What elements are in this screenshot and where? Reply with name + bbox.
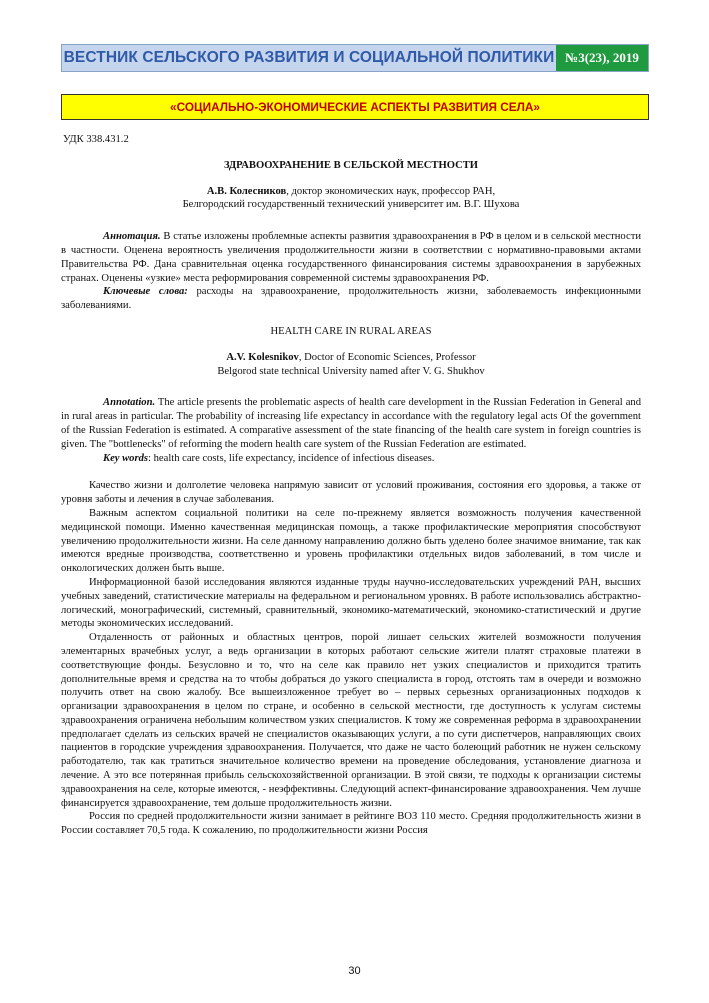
annotation-label-en: Annotation. [103,397,156,409]
article-title-en: HEALTH CARE IN RURAL AREAS [270,325,432,337]
author-line-ru [61,185,641,199]
author-name-en: A.V. Kolesnikov [226,351,299,363]
udc-code: УДК 338.431.2 [63,134,129,145]
section-banner: «СОЦИАЛЬНО-ЭКОНОМИЧЕСКИЕ АСПЕКТЫ РАЗВИТИЯ СЕЛА» [61,94,649,120]
page-number: 30 [348,965,361,977]
author-name-ru: А.В. Колесников [206,185,287,197]
keywords-label-en: Key words [103,452,149,464]
journal-title: ВЕСТНИК СЕЛЬСКОГО РАЗВИТИЯ И СОЦИАЛЬНОЙ ПОЛИТИКИ [62,45,556,71]
abstract-en [61,396,641,465]
body-paragraph: Качество жизни и долголетие человека напрямую зависит от условий проживания, состояния его здоровья, а также от уровня заботы и лечения в случае заболевания. [61,480,641,506]
article-content [61,133,641,838]
affiliation-ru: Белгородский государственный технический университет им. В.Г. Шухова [182,199,520,211]
keywords-text-en: : health care costs, life expectancy, incidence of infectious diseases. [148,452,435,464]
author-credentials-ru: , доктор экономических наук, профессор РАН, [286,185,496,197]
annotation-label-ru: Аннотация. [103,231,161,243]
annotation-text-en: The article presents the problematic aspects of health care development in the Russian Federation in General and in rural areas in particular. The probability of increasing life expectancy in accordance with the regulatory legal acts Of the government of the Russian Federation is estimated. A comparative assessment of the state financing of the health care system in foreign countries is given. The "bottlenecks" of reforming the modern health care system of the Russian Federation are estimated. [61,397,641,450]
author-block-en [61,351,641,379]
abstract-ru [61,230,641,313]
article-title-ru: ЗДРАВООХРАНЕНИЕ В СЕЛЬСКОЙ МЕСТНОСТИ [223,159,479,171]
body-paragraph: Отдаленность от районных и областных центров, порой лишает сельских жителей возможности получения элементарных врачебных услуг, а ведь организации в которых работают сельские жители платят страховые платежи в соответствующие фонды. Безусловно и то, что на селе как правило нет узких специалистов и приходится тратить дополнительные время и средства на то чтобы добраться до узкого специалиста в город, отстоять там в очереди и возможно получить ответ на свою жалобу. Все вышеизложенное требует во – первых серьезных организационных подходов к организации здравоохранения в целом по стране, и особенно в сельской местности, где доступность к услугам системы здравоохранения ограничена небольшим количеством узких специалистов. К тому же современная реформа в здравоохранении предполагает сделать из сельских врачей не специалистов оказывающих услуги, а по сути диспетчеров, направляющих своих пациентов в городские учреждения здравоохранения. Получается, что даже не часто болеющий работник не нужен сельскому работодателю, так как тратиться значительное количество времени на проведение обследования, установление диагноза и лечение. А это все потерянная прибыль сельскохозяйственной организации. В этой связи, те подходы к организации системы здравоохранения на селе, которые имеются, - неэффективны. Следующий аспект-финансирование здравоохранения. Чем лучше финансируется здравоохранение, тем дольше продолжительность жизни. [61,632,641,809]
author-block-ru [61,185,641,213]
author-line-en [61,351,641,365]
affiliation-en: Belgorod state technical University named after V. G. Shukhov [217,365,485,377]
annotation-text-ru: В статье изложены проблемные аспекты развития здравоохранения в РФ в целом и в сельской местности в частности. Оценена вероятность увеличения продолжительности жизни в соответствии с нормативно-правовыми актами Правительства РФ. Дана сравнительная оценка государственного финансирования системы здравоохранения в зарубежных странах. Оценены «узкие» места реформирования современной системы здравоохранения РФ. [61,231,641,284]
annotation-en [61,396,641,451]
keywords-ru [61,285,641,313]
keywords-en [61,452,641,466]
body-paragraph: Важным аспектом социальной политики на селе по-прежнему является возможность получения качественной медицинской помощи. Именно качественная медицинская помощь, а также профилактические мероприятия способствуют увеличению продолжительности жизни. На селе данному направлению должно быть уделено более значимое внимание, так как имеются вредные производства, соответственно и уровень профилактики отдельных видов заболеваний, в том числе и онкологических должен быть выше. [61,507,641,575]
keywords-text-ru: расходы на здравоохранение, продолжительность жизни, заболеваемость инфекционными заболеваниями. [61,286,641,312]
keywords-label-ru: Ключевые слова: [103,286,188,298]
annotation-ru [61,230,641,285]
body-paragraph: Информационной базой исследования являются изданные труды научно-исследовательских учреждений РАН, высших учебных заведений, статистические материалы на федеральном и региональном уровнях. В работе использовались абстрактно-логический, монографический, системный, сравнительный, экономико-математический, экономико-статистический и другие методы экономических исследований. [61,576,641,630]
body-paragraph: Россия по средней продолжительности жизни занимает в рейтинге ВОЗ 110 место. Средняя продолжительность жизни в России составляет 70,5 года. К сожалению, по продолжительности жизни Россия [61,811,641,837]
journal-issue: №3(23), 2019 [556,45,648,71]
author-credentials-en: , Doctor of Economic Sciences, Professor [298,351,476,363]
journal-header [61,44,649,72]
article-body [61,479,641,838]
